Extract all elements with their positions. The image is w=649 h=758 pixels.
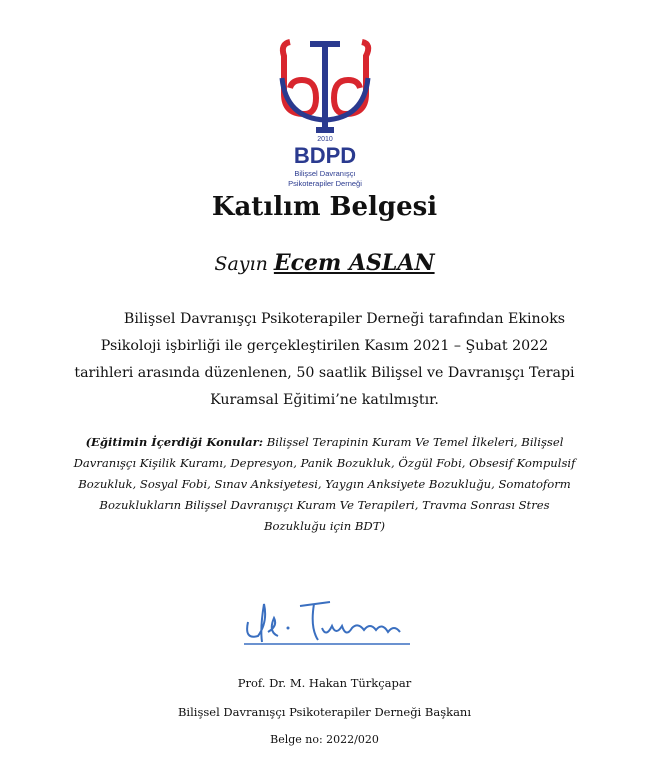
logo-year: 2010 [317, 136, 333, 143]
topics-line: Bozuklukların Bilişsel Davranışçı Kuram Ve Terapileri, Travma Sonrası Stres [99, 498, 550, 512]
recipient-name: Ecem ASLAN [273, 250, 435, 276]
logo-subtitle-1: Bilişsel Davranışçı [294, 169, 356, 178]
signature [238, 592, 418, 652]
topics-line: Davranışçı Kişilik Kuramı, Depresyon, Panik Bozukluk, Özgül Fobi, Obsesif Kompulsif [73, 456, 576, 470]
bdpd-logo [270, 34, 380, 188]
topics-line: Bozukluk, Sosyal Fobi, Sınav Anksiyetesi, Yaygın Anksiyete Bozukluğu, Somatoform [78, 477, 571, 491]
topics-line: Bilişsel Terapinin Kuram Ve Temel İlkeleri, Bilişsel [263, 435, 564, 449]
body-line: Kuramsal Eğitimi’ne katılmıştır. [210, 392, 439, 408]
certificate-number: Belge no: 2022/020 [270, 733, 379, 746]
logo-acronym: BDPD [293, 143, 357, 168]
bdpd-logo-mark [270, 34, 380, 188]
logo-subtitle-2: Psikoterapiler Derneği [288, 179, 362, 188]
body-line: Psikoloji işbirliği ile gerçekleştirilen Kasım 2021 – Şubat 2022 [100, 338, 549, 354]
topics-label: (Eğitimin İçerdiği Konular: [85, 435, 264, 449]
greeting [0, 250, 649, 276]
salutation: Sayın [214, 253, 268, 275]
topics-line: Bozukluğu için BDT) [264, 519, 385, 533]
body-line: tarihleri arasında düzenlenen, 50 saatlik Bilişsel ve Davranışçı Terapi [74, 365, 575, 381]
certificate-title: Katılım Belgesi [211, 192, 438, 222]
body-line: Bilişsel Davranışçı Psikoterapiler Derneği tarafından Ekinoks [123, 311, 566, 327]
signatory-name: Prof. Dr. M. Hakan Türkçapar [237, 676, 412, 690]
signatory-role: Bilişsel Davranışçı Psikoterapiler Derneği Başkanı [177, 705, 472, 719]
training-topics [0, 432, 649, 537]
certificate-body [0, 306, 649, 414]
